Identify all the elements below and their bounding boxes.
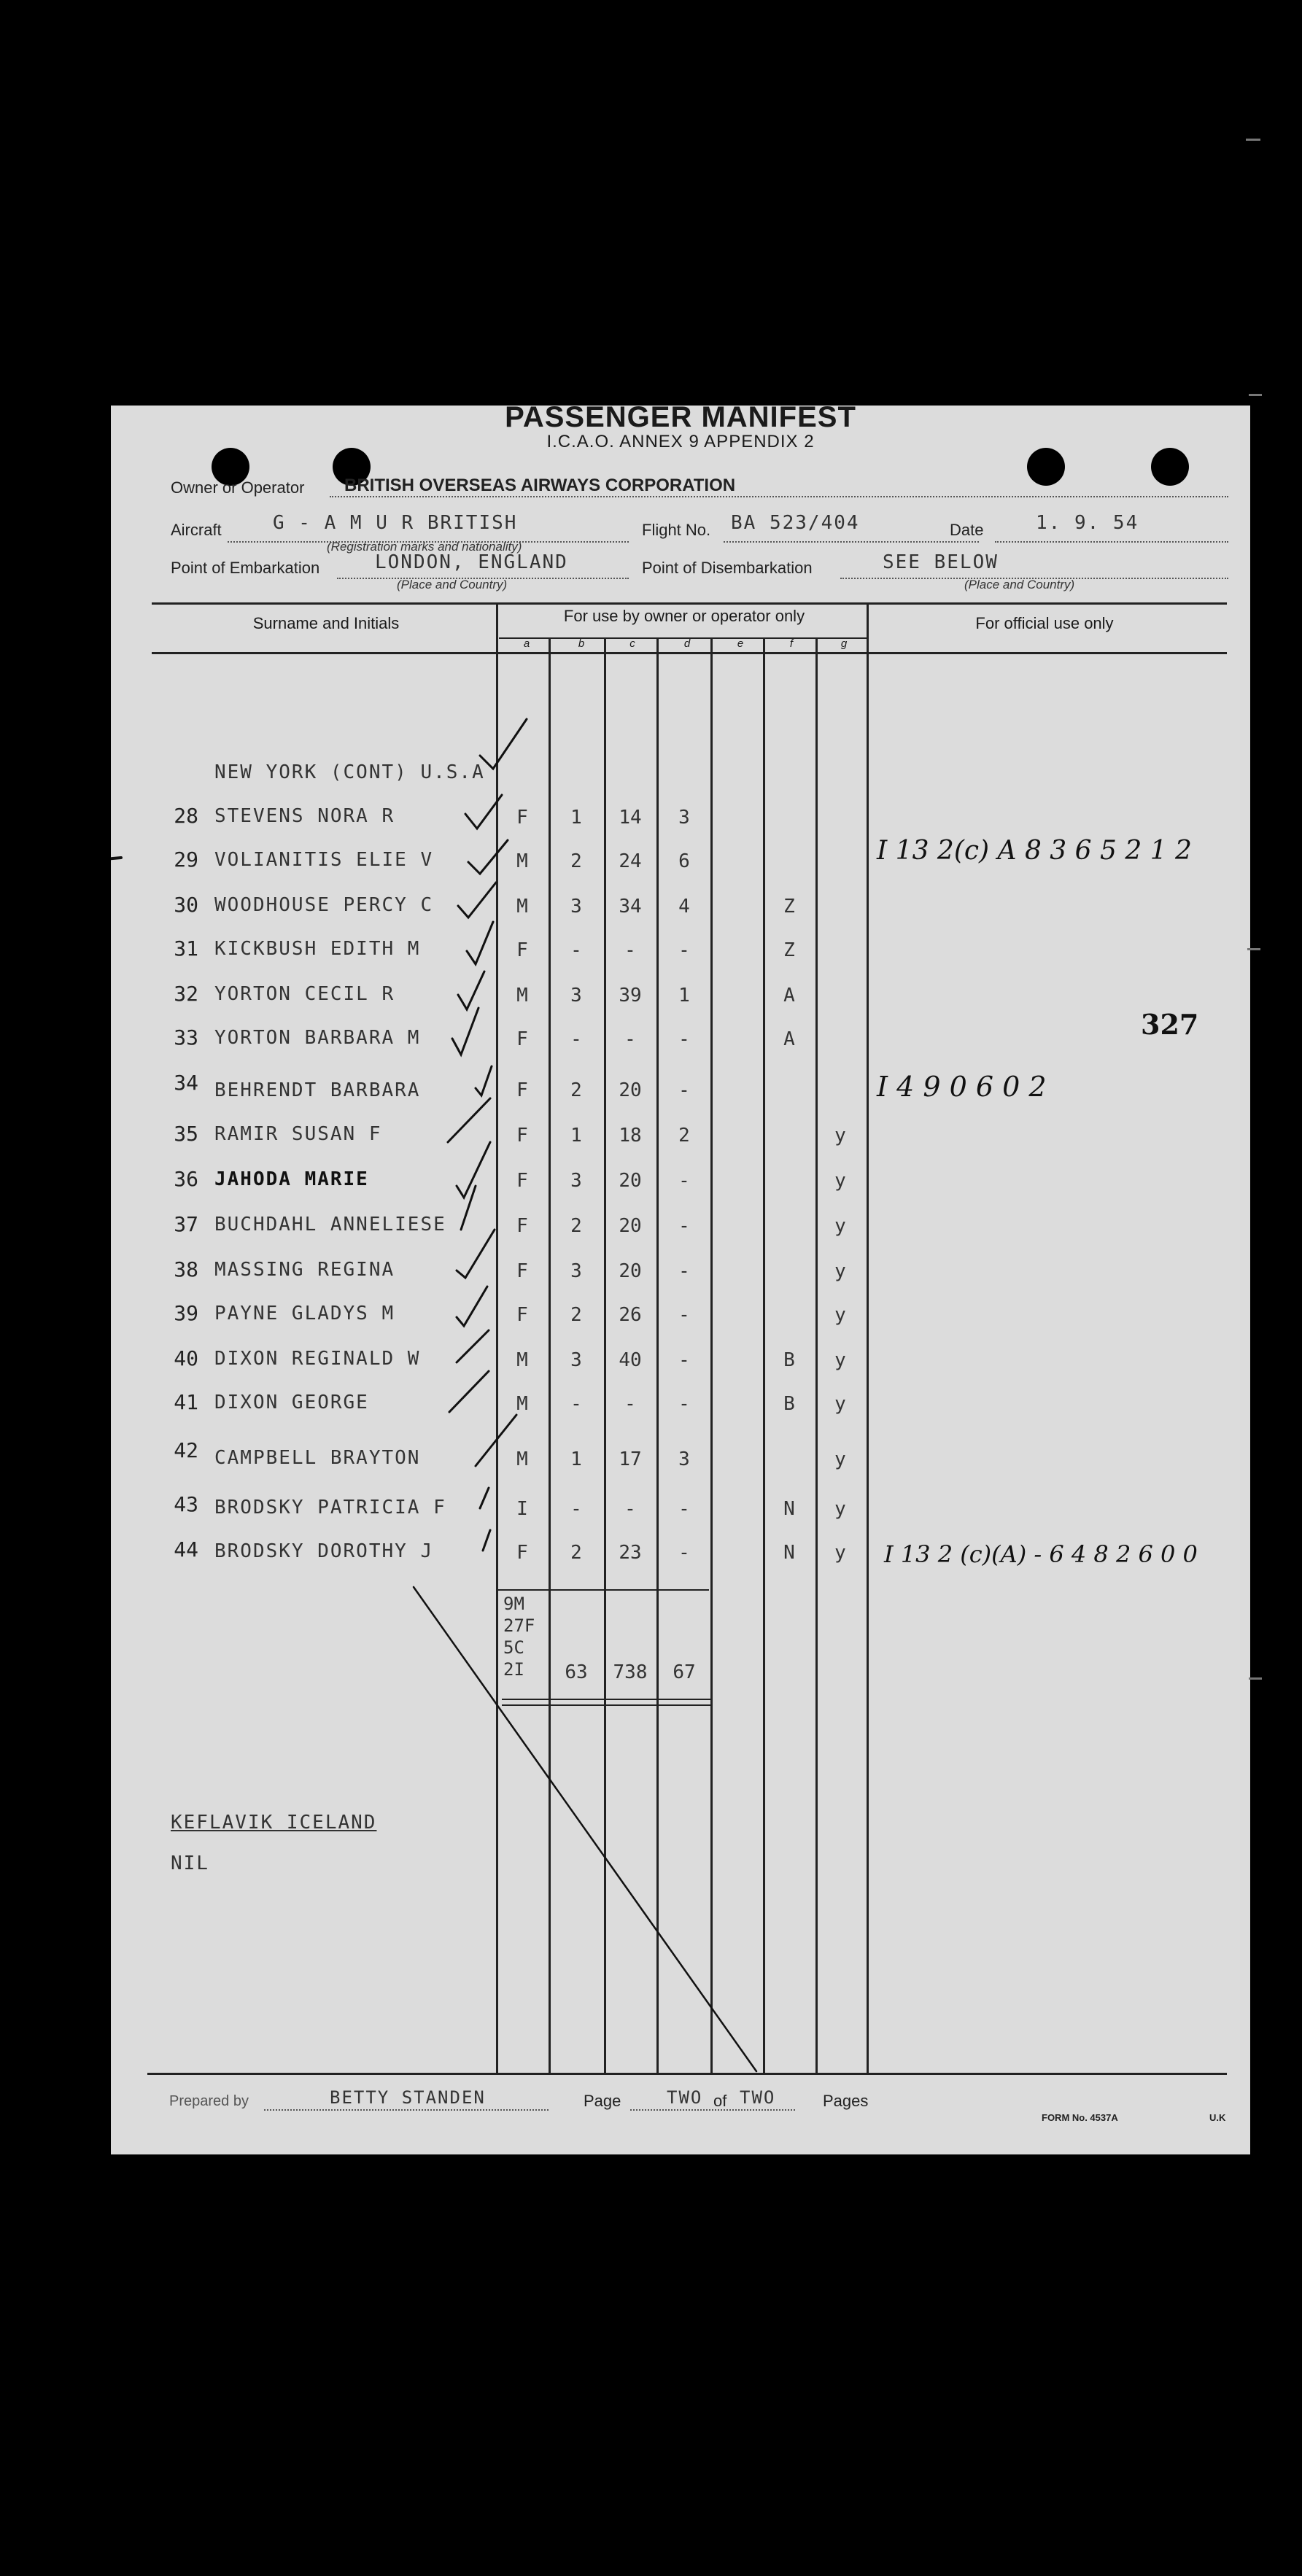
surname-header: Surname and Initials — [252, 614, 400, 632]
check-mark-icon — [468, 840, 508, 874]
check-mark-icon — [467, 922, 493, 964]
flight-label: Flight No. — [642, 521, 711, 539]
cell-d: 6 — [678, 850, 690, 872]
owner-label: Owner or Operator — [171, 478, 305, 497]
total-d: 67 — [673, 1661, 696, 1683]
cell-f: A — [783, 1028, 795, 1050]
passenger-number: 33 — [174, 1025, 198, 1050]
passenger-number: 44 — [174, 1537, 198, 1561]
cell-g: y — [834, 1170, 846, 1192]
cell-c: 20 — [619, 1260, 642, 1282]
cell-b: - — [570, 1393, 582, 1415]
passenger-number: 31 — [174, 936, 198, 961]
embarkation-label: Point of Embarkation — [171, 559, 320, 577]
cell-g: y — [834, 1260, 846, 1282]
cell-g: y — [834, 1304, 846, 1326]
cell-c: 20 — [619, 1215, 642, 1237]
total-b: 63 — [565, 1661, 588, 1683]
check-mark-icon — [457, 1330, 489, 1362]
check-mark-icon — [457, 1287, 487, 1326]
of-label: of — [713, 2092, 727, 2110]
cell-a: I — [516, 1498, 528, 1520]
of-value: TWO — [740, 2087, 776, 2108]
passenger-name: RAMIR SUSAN F — [214, 1123, 382, 1145]
cell-f: B — [783, 1349, 795, 1371]
passenger-number: 34 — [174, 1071, 198, 1095]
page-label: Page — [584, 2092, 621, 2110]
passenger-number: 39 — [174, 1301, 198, 1325]
totals-a — [503, 1593, 535, 1680]
passenger-name: VOLIANITIS ELIE V — [214, 849, 434, 871]
flight-value: BA 523/404 — [731, 512, 860, 534]
cell-a: F — [516, 1079, 528, 1101]
cell-a: M — [516, 1349, 528, 1371]
pages-label: Pages — [823, 2092, 869, 2110]
aircraft-label: Aircraft — [171, 521, 222, 539]
passenger-name: WOODHOUSE PERCY C — [214, 894, 434, 916]
prepared-value: BETTY STANDEN — [330, 2087, 486, 2108]
cell-d: - — [678, 939, 690, 961]
subcol-d: d — [683, 637, 691, 650]
cell-c: - — [624, 1498, 636, 1520]
passenger-number: 36 — [174, 1167, 198, 1191]
cell-f: A — [783, 985, 795, 1006]
passenger-number: 29 — [174, 847, 198, 872]
prepared-dotline — [264, 2109, 549, 2111]
cell-d: - — [678, 1170, 690, 1192]
cancel-diagonal-line — [414, 1587, 756, 2071]
cell-f: Z — [783, 896, 795, 917]
cell-b: - — [570, 1028, 582, 1050]
cell-d: 4 — [678, 896, 690, 917]
passenger-number: 43 — [174, 1492, 198, 1516]
official-note-34: I 4 9 0 6 0 2 — [877, 1071, 1047, 1103]
cell-c: - — [624, 1393, 636, 1415]
passenger-name: YORTON BARBARA M — [214, 1027, 421, 1049]
handwriting-layer — [111, 406, 1250, 2154]
cell-b: 3 — [570, 1260, 582, 1282]
cell-g: y — [834, 1215, 846, 1237]
check-mark-icon — [458, 971, 484, 1009]
section-keflavik: KEFLAVIK ICELAND — [171, 1812, 377, 1834]
cell-d: - — [678, 1542, 690, 1564]
cell-b: 2 — [570, 1079, 582, 1101]
cell-d: - — [678, 1260, 690, 1282]
subcol-a: a — [523, 637, 530, 650]
footer-rule — [147, 2073, 1227, 2075]
passenger-name: KICKBUSH EDITH M — [214, 938, 421, 960]
cell-d: - — [678, 1349, 690, 1371]
owner-value: BRITISH OVERSEAS AIRWAYS CORPORATION — [344, 476, 736, 495]
cell-d: - — [678, 1028, 690, 1050]
film-edge-mark — [1246, 139, 1260, 141]
section-new-york: NEW YORK (CONT) U.S.A — [214, 761, 485, 783]
total-females: 27F — [503, 1615, 535, 1636]
official-note-44: I 13 2 (c)(A) - 6 4 8 2 6 0 0 — [884, 1540, 1198, 1568]
page-stamp-number: 327 — [1141, 1008, 1199, 1041]
passenger-name: DIXON GEORGE — [214, 1392, 369, 1413]
film-edge-mark — [1249, 1677, 1262, 1680]
film-edge-mark — [1247, 948, 1260, 950]
passenger-number: 28 — [174, 804, 198, 828]
aircraft-note: (Registration marks and nationality) — [327, 540, 522, 554]
cell-b: 1 — [570, 1448, 582, 1470]
cell-c: 34 — [619, 896, 642, 917]
cell-f: N — [783, 1498, 795, 1520]
cell-c: 20 — [619, 1079, 642, 1101]
cell-a: F — [516, 1125, 528, 1147]
cell-a: F — [516, 1215, 528, 1237]
cell-a: M — [516, 896, 528, 917]
cell-b: 2 — [570, 850, 582, 872]
subcol-g: g — [840, 637, 848, 650]
passenger-name: BEHRENDT BARBARA — [214, 1079, 421, 1101]
page-value: TWO — [667, 2087, 703, 2108]
passenger-name: JAHODA MARIE — [214, 1168, 369, 1190]
cell-d: - — [678, 1304, 690, 1326]
passenger-number: 41 — [174, 1390, 198, 1414]
cell-d: 1 — [678, 985, 690, 1006]
passenger-name: STEVENS NORA R — [214, 805, 395, 827]
operator-header: For use by owner or operator only — [563, 607, 805, 625]
passenger-name: BRODSKY PATRICIA F — [214, 1497, 446, 1518]
cell-d: 2 — [678, 1125, 690, 1147]
page-title: PASSENGER MANIFEST — [505, 401, 856, 433]
cell-c: 17 — [619, 1448, 642, 1470]
subcol-b: b — [578, 637, 585, 650]
total-children: 5C — [503, 1637, 524, 1658]
page-subtitle: I.C.A.O. ANNEX 9 APPENDIX 2 — [546, 432, 815, 451]
cell-b: 3 — [570, 896, 582, 917]
film-edge-mark — [1249, 394, 1262, 396]
date-value: 1. 9. 54 — [1036, 512, 1139, 534]
cell-b: 1 — [570, 1125, 582, 1147]
cell-b: - — [570, 939, 582, 961]
check-mark-icon — [483, 1530, 490, 1551]
cell-a: F — [516, 1542, 528, 1564]
cell-b: - — [570, 1498, 582, 1520]
cell-g: y — [834, 1498, 846, 1520]
cell-a: F — [516, 1260, 528, 1282]
cell-c: 23 — [619, 1542, 642, 1564]
manifest-sheet — [111, 401, 1250, 2154]
margin-dash — [111, 858, 121, 859]
passenger-name: PAYNE GLADYS M — [214, 1303, 395, 1324]
keflavik-value: NIL — [171, 1853, 209, 1874]
cell-a: F — [516, 807, 528, 829]
cell-c: 26 — [619, 1304, 642, 1326]
cell-b: 1 — [570, 807, 582, 829]
cell-b: 2 — [570, 1304, 582, 1326]
cell-d: 3 — [678, 807, 690, 829]
cell-d: - — [678, 1393, 690, 1415]
totals-double-rule — [502, 1699, 710, 1705]
subcol-e: e — [737, 637, 744, 650]
check-mark-icon — [457, 1230, 495, 1278]
cell-b: 3 — [570, 985, 582, 1006]
cell-c: 14 — [619, 807, 642, 829]
cell-g: y — [834, 1125, 846, 1147]
cell-c: 39 — [619, 985, 642, 1006]
cell-f: B — [783, 1393, 795, 1415]
cell-d: - — [678, 1079, 690, 1101]
passenger-number: 32 — [174, 982, 198, 1006]
total-c: 738 — [613, 1661, 648, 1683]
check-mark-icon — [461, 1186, 476, 1230]
passenger-number: 38 — [174, 1257, 198, 1281]
official-note-29: I 13 2(c) A 8 3 6 5 2 1 2 — [877, 836, 1192, 866]
date-label: Date — [950, 521, 984, 539]
cell-d: 3 — [678, 1448, 690, 1470]
subcol-f: f — [789, 637, 794, 650]
check-mark-icon — [480, 1488, 489, 1508]
passenger-name: BUCHDAHL ANNELIESE — [214, 1214, 446, 1235]
form-country: U.K — [1209, 2112, 1226, 2123]
check-mark-icon — [458, 882, 496, 917]
disembarkation-label: Point of Disembarkation — [642, 559, 813, 577]
passenger-number: 30 — [174, 893, 198, 917]
cell-a: M — [516, 1448, 528, 1470]
cell-c: - — [624, 939, 636, 961]
cell-d: - — [678, 1215, 690, 1237]
check-mark-icon — [449, 1371, 489, 1412]
cell-a: F — [516, 1028, 528, 1050]
aircraft-value: G - A M U R BRITISH — [273, 512, 518, 534]
cell-c: 40 — [619, 1349, 642, 1371]
total-infants: 2I — [503, 1659, 524, 1680]
subcol-c: c — [629, 637, 635, 650]
passenger-name: MASSING REGINA — [214, 1259, 395, 1281]
embarkation-value: LONDON, ENGLAND — [375, 551, 568, 573]
passenger-number: 37 — [174, 1212, 198, 1236]
passenger-name: YORTON CECIL R — [214, 983, 395, 1005]
cell-c: - — [624, 1028, 636, 1050]
cell-g: y — [834, 1349, 846, 1371]
official-header: For official use only — [975, 614, 1114, 632]
disembarkation-value: SEE BELOW — [883, 551, 999, 573]
cell-c: 20 — [619, 1170, 642, 1192]
cell-b: 3 — [570, 1170, 582, 1192]
check-mark-icon — [476, 1066, 492, 1095]
total-males: 9M — [503, 1594, 524, 1614]
embarkation-note: (Place and Country) — [397, 578, 508, 591]
page-dotline — [630, 2109, 795, 2111]
cell-c: 24 — [619, 850, 642, 872]
check-mark-icon — [448, 1098, 490, 1142]
check-mark-icon — [476, 1415, 516, 1466]
passenger-number: 42 — [174, 1438, 198, 1462]
passenger-number: 40 — [174, 1346, 198, 1370]
cell-g: y — [834, 1393, 846, 1415]
passenger-name: CAMPBELL BRAYTON — [214, 1447, 421, 1469]
passenger-number: 35 — [174, 1122, 198, 1146]
cell-b: 3 — [570, 1349, 582, 1371]
cell-a: M — [516, 850, 528, 872]
cell-a: F — [516, 1170, 528, 1192]
cell-f: N — [783, 1542, 795, 1564]
form-number: FORM No. 4537A — [1042, 2112, 1118, 2123]
cell-a: F — [516, 939, 528, 961]
cell-a: F — [516, 1304, 528, 1326]
cell-b: 2 — [570, 1215, 582, 1237]
passenger-name: BRODSKY DOROTHY J — [214, 1540, 434, 1562]
cell-g: y — [834, 1448, 846, 1470]
cell-a: M — [516, 985, 528, 1006]
check-mark-icon — [452, 1008, 478, 1055]
cell-d: - — [678, 1498, 690, 1520]
passenger-name: DIXON REGINALD W — [214, 1348, 421, 1370]
check-mark-icon — [465, 795, 502, 829]
prepared-label: Prepared by — [169, 2093, 249, 2109]
cell-g: y — [834, 1542, 846, 1564]
cell-a: M — [516, 1393, 528, 1415]
check-mark-icon — [480, 719, 527, 769]
disembarkation-note: (Place and Country) — [964, 578, 1075, 591]
cell-f: Z — [783, 939, 795, 961]
cell-c: 18 — [619, 1125, 642, 1147]
cell-b: 2 — [570, 1542, 582, 1564]
